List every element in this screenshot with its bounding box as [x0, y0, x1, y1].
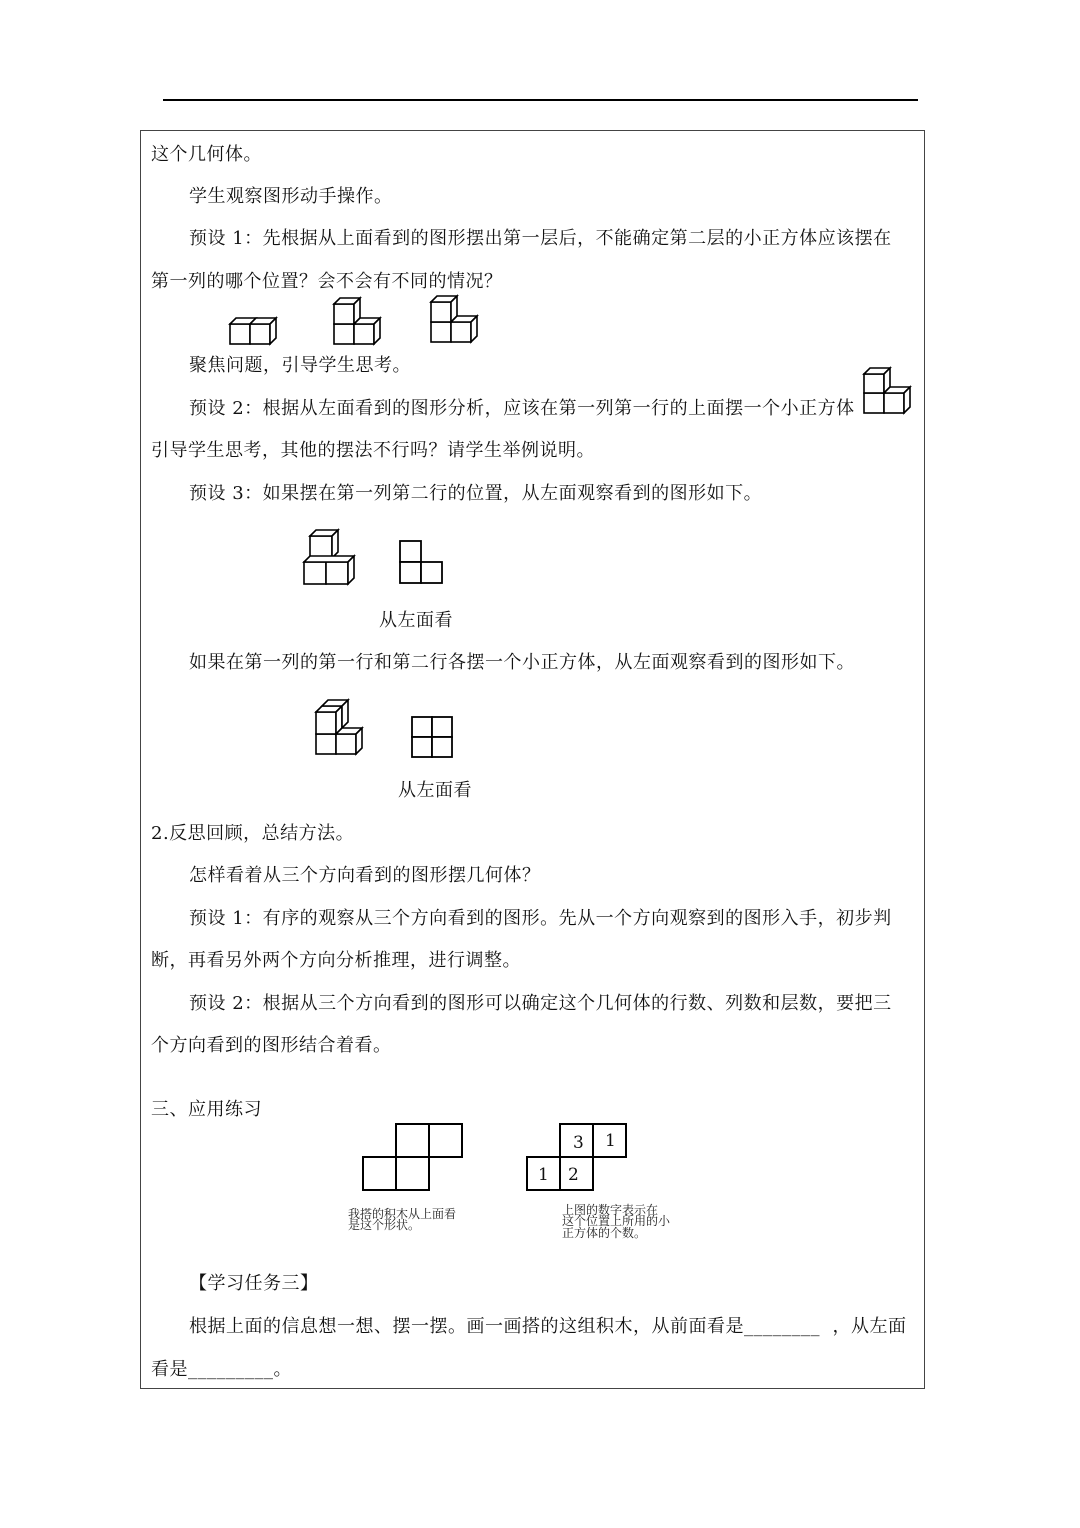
text-segment: ，从左面: [832, 1316, 907, 1337]
section-heading: 2.反思回顾，总结方法。: [151, 823, 355, 844]
section-heading: 三、应用练习: [151, 1099, 262, 1120]
text-line: 预设 1：有序的观察从三个方向看到的图形。先从一个方向观察到的图形入手，初步判: [189, 908, 892, 929]
left-view-figure-2: [410, 715, 454, 759]
task-heading: 【学习任务三】: [189, 1273, 319, 1294]
caption: 从左面看: [398, 780, 472, 801]
cube-figure-1: [228, 310, 280, 350]
header-rule: [163, 99, 918, 101]
caption-small: 我搭的积木从上面看: [348, 1207, 457, 1221]
grid-number: 1: [605, 1131, 617, 1151]
caption: 从左面看: [379, 610, 453, 631]
answer-blank[interactable]: _________: [188, 1359, 274, 1380]
left-view-figure: [398, 539, 444, 585]
top-view-grid: [362, 1123, 464, 1191]
text-line: 如果在第一列的第一行和第二行各摆一个小正方体，从左面观察看到的图形如下。: [189, 652, 855, 673]
cube-figure-3d-2: [314, 700, 366, 758]
cube-figure-3: [429, 296, 481, 348]
text-line: 断，再看另外两个方向分析推理，进行调整。: [151, 950, 521, 971]
text-segment: 看是: [151, 1359, 188, 1380]
text-line: 这个几何体。: [151, 144, 262, 165]
text-line: 预设 2：根据从左面看到的图形分析，应该在第一列第一行的上面摆一个小正方体: [189, 398, 855, 419]
text-line: 第一列的哪个位置？会不会有不同的情况？: [151, 271, 503, 292]
caption-small: 正方体的个数。: [562, 1226, 647, 1240]
grid-number: 1: [538, 1165, 550, 1185]
cube-figure-2: [332, 298, 384, 350]
text-line: [151, 1358, 292, 1382]
text-line: [189, 1315, 906, 1339]
text-line: 学生观察图形动手操作。: [189, 186, 393, 207]
caption-small: 是这个形状。: [348, 1218, 421, 1232]
text-line: 个方向看到的图形结合着看。: [151, 1035, 392, 1056]
text-line: 预设 3：如果摆在第一列第二行的位置，从左面观察看到的图形如下。: [189, 483, 763, 504]
grid-number: 2: [568, 1165, 580, 1185]
grid-number: 3: [573, 1133, 585, 1153]
text-line: 怎样看着从三个方向看到的图形摆几何体？: [189, 865, 541, 886]
cube-figure-3d: [302, 528, 356, 586]
text-segment: 根据上面的信息想一想、摆一摆。画一画搭的这组积木，从前面看是: [189, 1316, 744, 1337]
text-line: 预设 2：根据从三个方向看到的图形可以确定这个几何体的行数、列数和层数，要把三: [189, 993, 892, 1014]
answer-blank[interactable]: ________: [744, 1316, 820, 1337]
text-line: 预设 1：先根据从上面看到的图形摆出第一层后，不能确定第二层的小正方体应该摆在: [189, 228, 892, 249]
text-segment: 。: [273, 1359, 292, 1380]
caption-small: 上图的数字表示在: [562, 1203, 659, 1217]
cube-figure-inline: [862, 368, 914, 416]
text-line: 引导学生思考，其他的摆法不行吗？请学生举例说明。: [151, 440, 595, 461]
text-line: 聚焦问题，引导学生思考。: [189, 355, 411, 376]
caption-small: 这个位置上所用的小: [562, 1214, 671, 1228]
